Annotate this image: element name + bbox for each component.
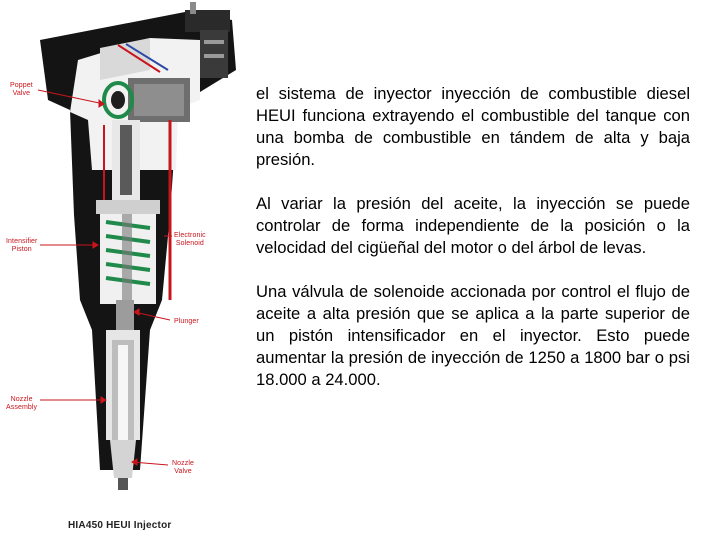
injector-figure — [0, 0, 250, 546]
label-nozzle-valve: Nozzle Valve — [172, 460, 194, 475]
label-plunger: Plunger — [174, 318, 199, 325]
paragraph-1: el sistema de inyector inyección de combustible diesel HEUI funciona extrayendo el combustible del tanque con una bomba de combustible en tándem de alta y baja presión. — [256, 84, 690, 169]
text-column — [256, 83, 690, 413]
paragraph-3: Una válvula de solenoide accionada por control el flujo de aceite a alta presión que se aplica a la parte superior de un pistón intensificador en el inyector. Esto puede aumentar la presión de inyección de 1250 a 1800 bar o psi 18.000 a 24.000. — [256, 282, 690, 389]
label-poppet-valve: Poppet Valve — [10, 82, 33, 97]
label-intensifier-piston: Intensifier Piston — [6, 238, 38, 253]
label-nozzle-assembly: Nozzle Assembly — [6, 396, 38, 411]
figure-caption: HIA450 HEUI Injector — [68, 520, 172, 531]
label-electronic-solenoid: Electronic Solenoid — [174, 232, 206, 247]
paragraph-2: Al variar la presión del aceite, la inyección se puede controlar de forma independiente de la posición o la velocidad del cigüeñal del motor o del árbol de levas. — [256, 194, 690, 257]
injector-cutaway-illustration — [0, 0, 250, 546]
